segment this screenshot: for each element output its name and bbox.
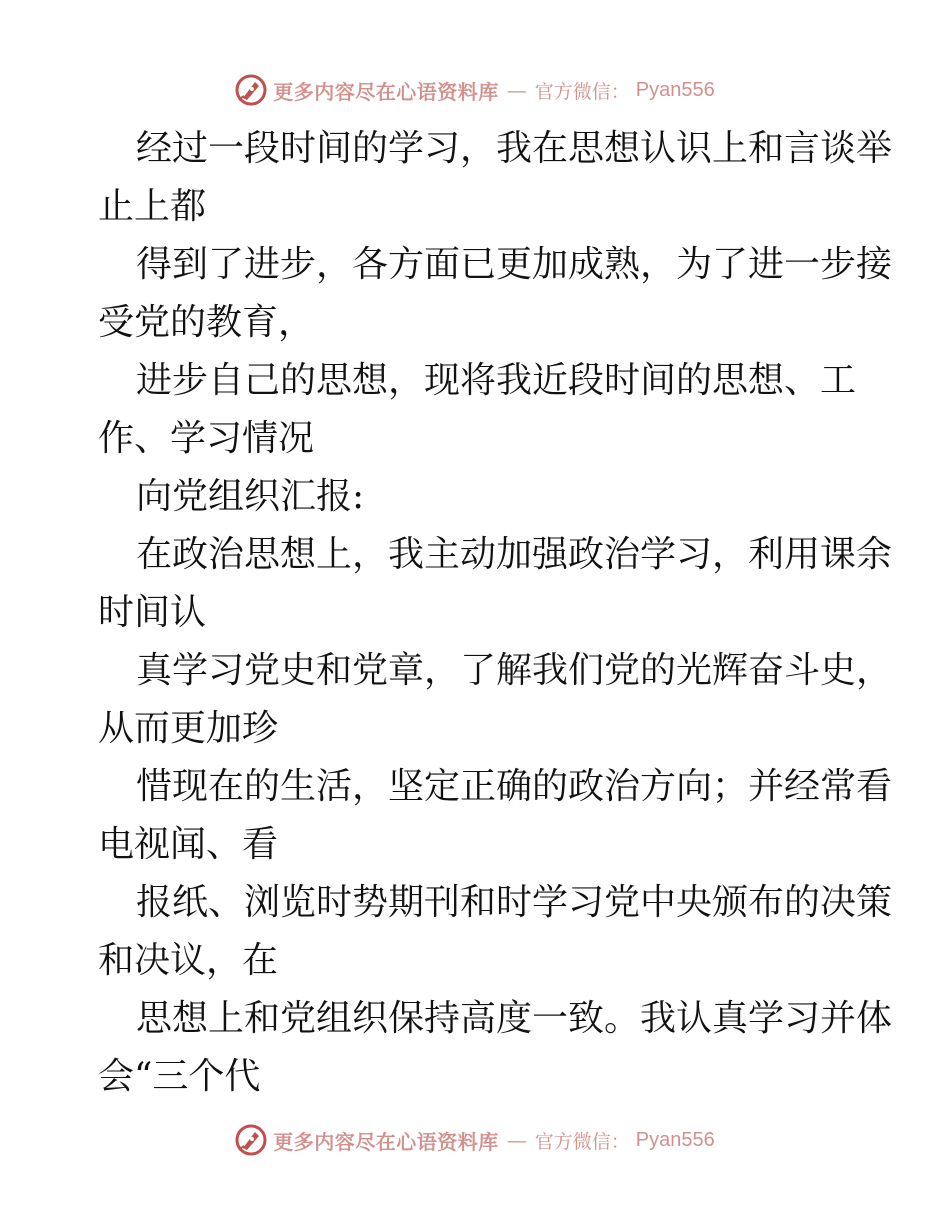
- body-text: [98, 120, 893, 1106]
- text-line: 和决议，在: [98, 940, 279, 981]
- text-line: 得到了进步，各方面已更加成熟，为了进一步接: [136, 244, 893, 285]
- header-banner: [0, 70, 950, 110]
- text-line: 经过一段时间的学习，我在思想认识上和言谈举: [136, 128, 893, 169]
- text-line: 止上都: [98, 186, 207, 227]
- text-line: 会“三个代: [98, 1056, 261, 1097]
- footer-banner: [0, 1120, 950, 1160]
- footer-banner-inner: [235, 1124, 714, 1156]
- text-line: 受党的教育，: [98, 302, 315, 343]
- header-wechat-id: Pyan556: [635, 78, 715, 101]
- text-line: 惜现在的生活，坚定正确的政治方向；并经常看: [136, 766, 893, 807]
- text-line: 思想上和党组织保持高度一致。我认真学习并体: [136, 998, 893, 1039]
- text-line: 真学习党史和党章，了解我们党的光辉奋斗史，: [136, 650, 893, 691]
- text-line: 向党组织汇报:: [136, 476, 365, 517]
- footer-banner-subtext: 官方微信：: [534, 1130, 630, 1153]
- text-line: 从而更加珍: [98, 708, 279, 749]
- header-banner-inner: [235, 74, 714, 106]
- footer-banner-dash: —: [506, 1128, 527, 1152]
- text-line: 时间认: [98, 592, 207, 633]
- pen-nib-circle-logo-icon: [235, 74, 267, 106]
- footer-wechat-id: Pyan556: [635, 1128, 715, 1151]
- text-line: 作、学习情况: [98, 418, 315, 459]
- text-line: 电视闻、看: [98, 824, 279, 865]
- pen-nib-circle-logo-icon: [235, 1124, 267, 1156]
- footer-banner-text: 更多内容尽在心语资料库: [273, 1129, 499, 1154]
- header-banner-subtext: 官方微信：: [534, 80, 630, 103]
- header-banner-dash: —: [506, 78, 527, 102]
- text-line: 进步自己的思想，现将我近段时间的思想、工: [136, 360, 857, 401]
- text-line: 在政治思想上，我主动加强政治学习，利用课余: [136, 534, 893, 575]
- header-banner-text: 更多内容尽在心语资料库: [273, 79, 499, 104]
- text-line: 报纸、浏览时势期刊和时学习党中央颁布的决策: [136, 882, 893, 923]
